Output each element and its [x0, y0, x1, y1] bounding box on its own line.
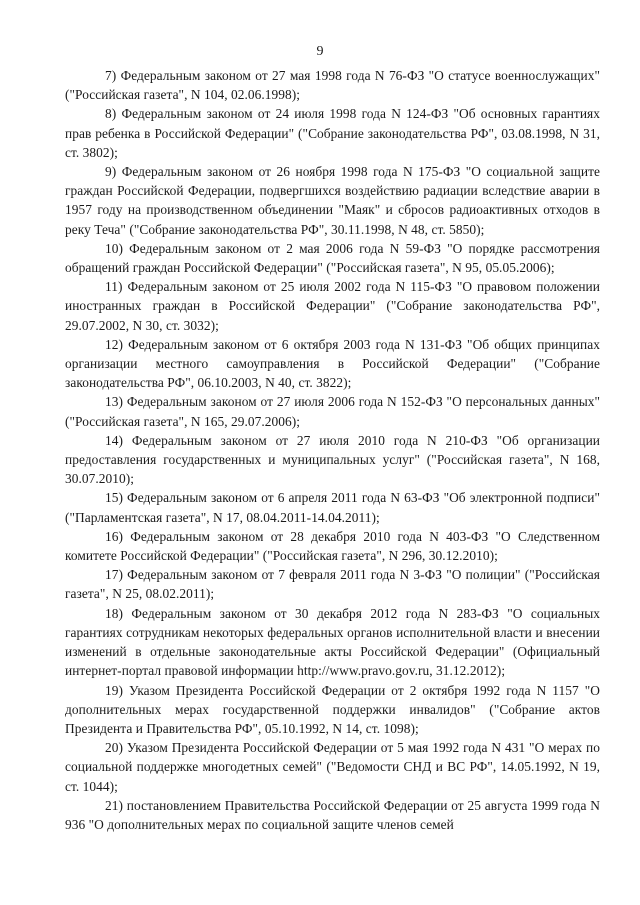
list-item: 18) Федеральным законом от 30 декабря 2012 года N 283-ФЗ "О социальных гарантиях сотрудникам некоторых федеральных органов исполнительной власти и внесении изменений в отдельные законодательные акты Российской Федерации" (Официальный интернет-портал правовой информации http://www.pravo.gov.ru, 31.12.2012);	[65, 605, 600, 679]
list-item: 8) Федеральным законом от 24 июля 1998 года N 124-ФЗ "Об основных гарантиях прав ребенка в Российской Федерации" ("Собрание законодательства РФ", 03.08.1998, N 31, ст. 3802);	[65, 106, 600, 160]
list-item: 10) Федеральным законом от 2 мая 2006 года N 59-ФЗ "О порядке рассмотрения обращений граждан Российской Федерации" ("Российская газета", N 95, 05.05.2006);	[65, 240, 600, 276]
list-item: 14) Федеральным законом от 27 июля 2010 года N 210-ФЗ "Об организации предоставления государственных и муниципальных услуг" ("Российская газета", N 168, 30.07.2010);	[65, 432, 600, 487]
list-item: 17) Федеральным законом от 7 февраля 2011 года N 3-ФЗ "О полиции" ("Российская газета", N 25, 08.02.2011);	[65, 567, 600, 602]
list-item: 20) Указом Президента Российской Федерации от 5 мая 1992 года N 431 "О мерах по социальной поддержке многодетных семей" ("Ведомости СНД и ВС РФ", 14.05.1992, N 19, ст. 1044);	[65, 740, 600, 794]
list-item: 12) Федеральным законом от 6 октября 2003 года N 131-ФЗ "Об общих принципах организации местного самоуправления в Российской Федерации" ("Собрание законодательства РФ", 06.10.2003, N 40, ст. 3822);	[65, 336, 600, 391]
list-item: 7) Федеральным законом от 27 мая 1998 года N 76-ФЗ "О статусе военнослужащих" ("Российская газета", N 104, 02.06.1998);	[65, 68, 600, 103]
list-item: 13) Федеральным законом от 27 июля 2006 года N 152-ФЗ "О персональных данных" ("Российская газета", N 165, 29.07.2006);	[65, 394, 600, 429]
list-item: 16) Федеральным законом от 28 декабря 2010 года N 403-ФЗ "О Следственном комитете Российской Федерации" ("Российская газета", N 296, 30.12.2010);	[65, 528, 600, 564]
page-number: 9	[316, 44, 324, 59]
list-item: 21) постановлением Правительства Российской Федерации от 25 августа 1999 года N 936 "О дополнительных мерах по социальной защите членов семей	[65, 797, 600, 832]
document-body	[65, 66, 600, 834]
list-item: 9) Федеральным законом от 26 ноября 1998 года N 175-ФЗ "О социальной защите граждан Российской Федерации, подвергшихся воздействию радиации вследствие аварии в 1957 году на производственном объединении "Маяк" и сбросов радиоактивных отходов в реку Теча" ("Собрание законодательства РФ", 30.11.1998, N 48, ст. 5850);	[65, 164, 600, 237]
list-item: 11) Федеральным законом от 25 июля 2002 года N 115-ФЗ "О правовом положении иностранных граждан в Российской Федерации" ("Собрание законодательства РФ", 29.07.2002, N 30, ст. 3032);	[65, 279, 600, 333]
list-item: 19) Указом Президента Российской Федерации от 2 октября 1992 года N 1157 "О дополнительных мерах государственной поддержки инвалидов" ("Собрание актов Президента и Правительства РФ", 05.10.1992, N 14, ст. 1098);	[65, 682, 600, 736]
list-item: 15) Федеральным законом от 6 апреля 2011 года N 63-ФЗ "Об электронной подписи" ("Парламентская газета", N 17, 08.04.2011-14.04.2011);	[65, 490, 600, 525]
